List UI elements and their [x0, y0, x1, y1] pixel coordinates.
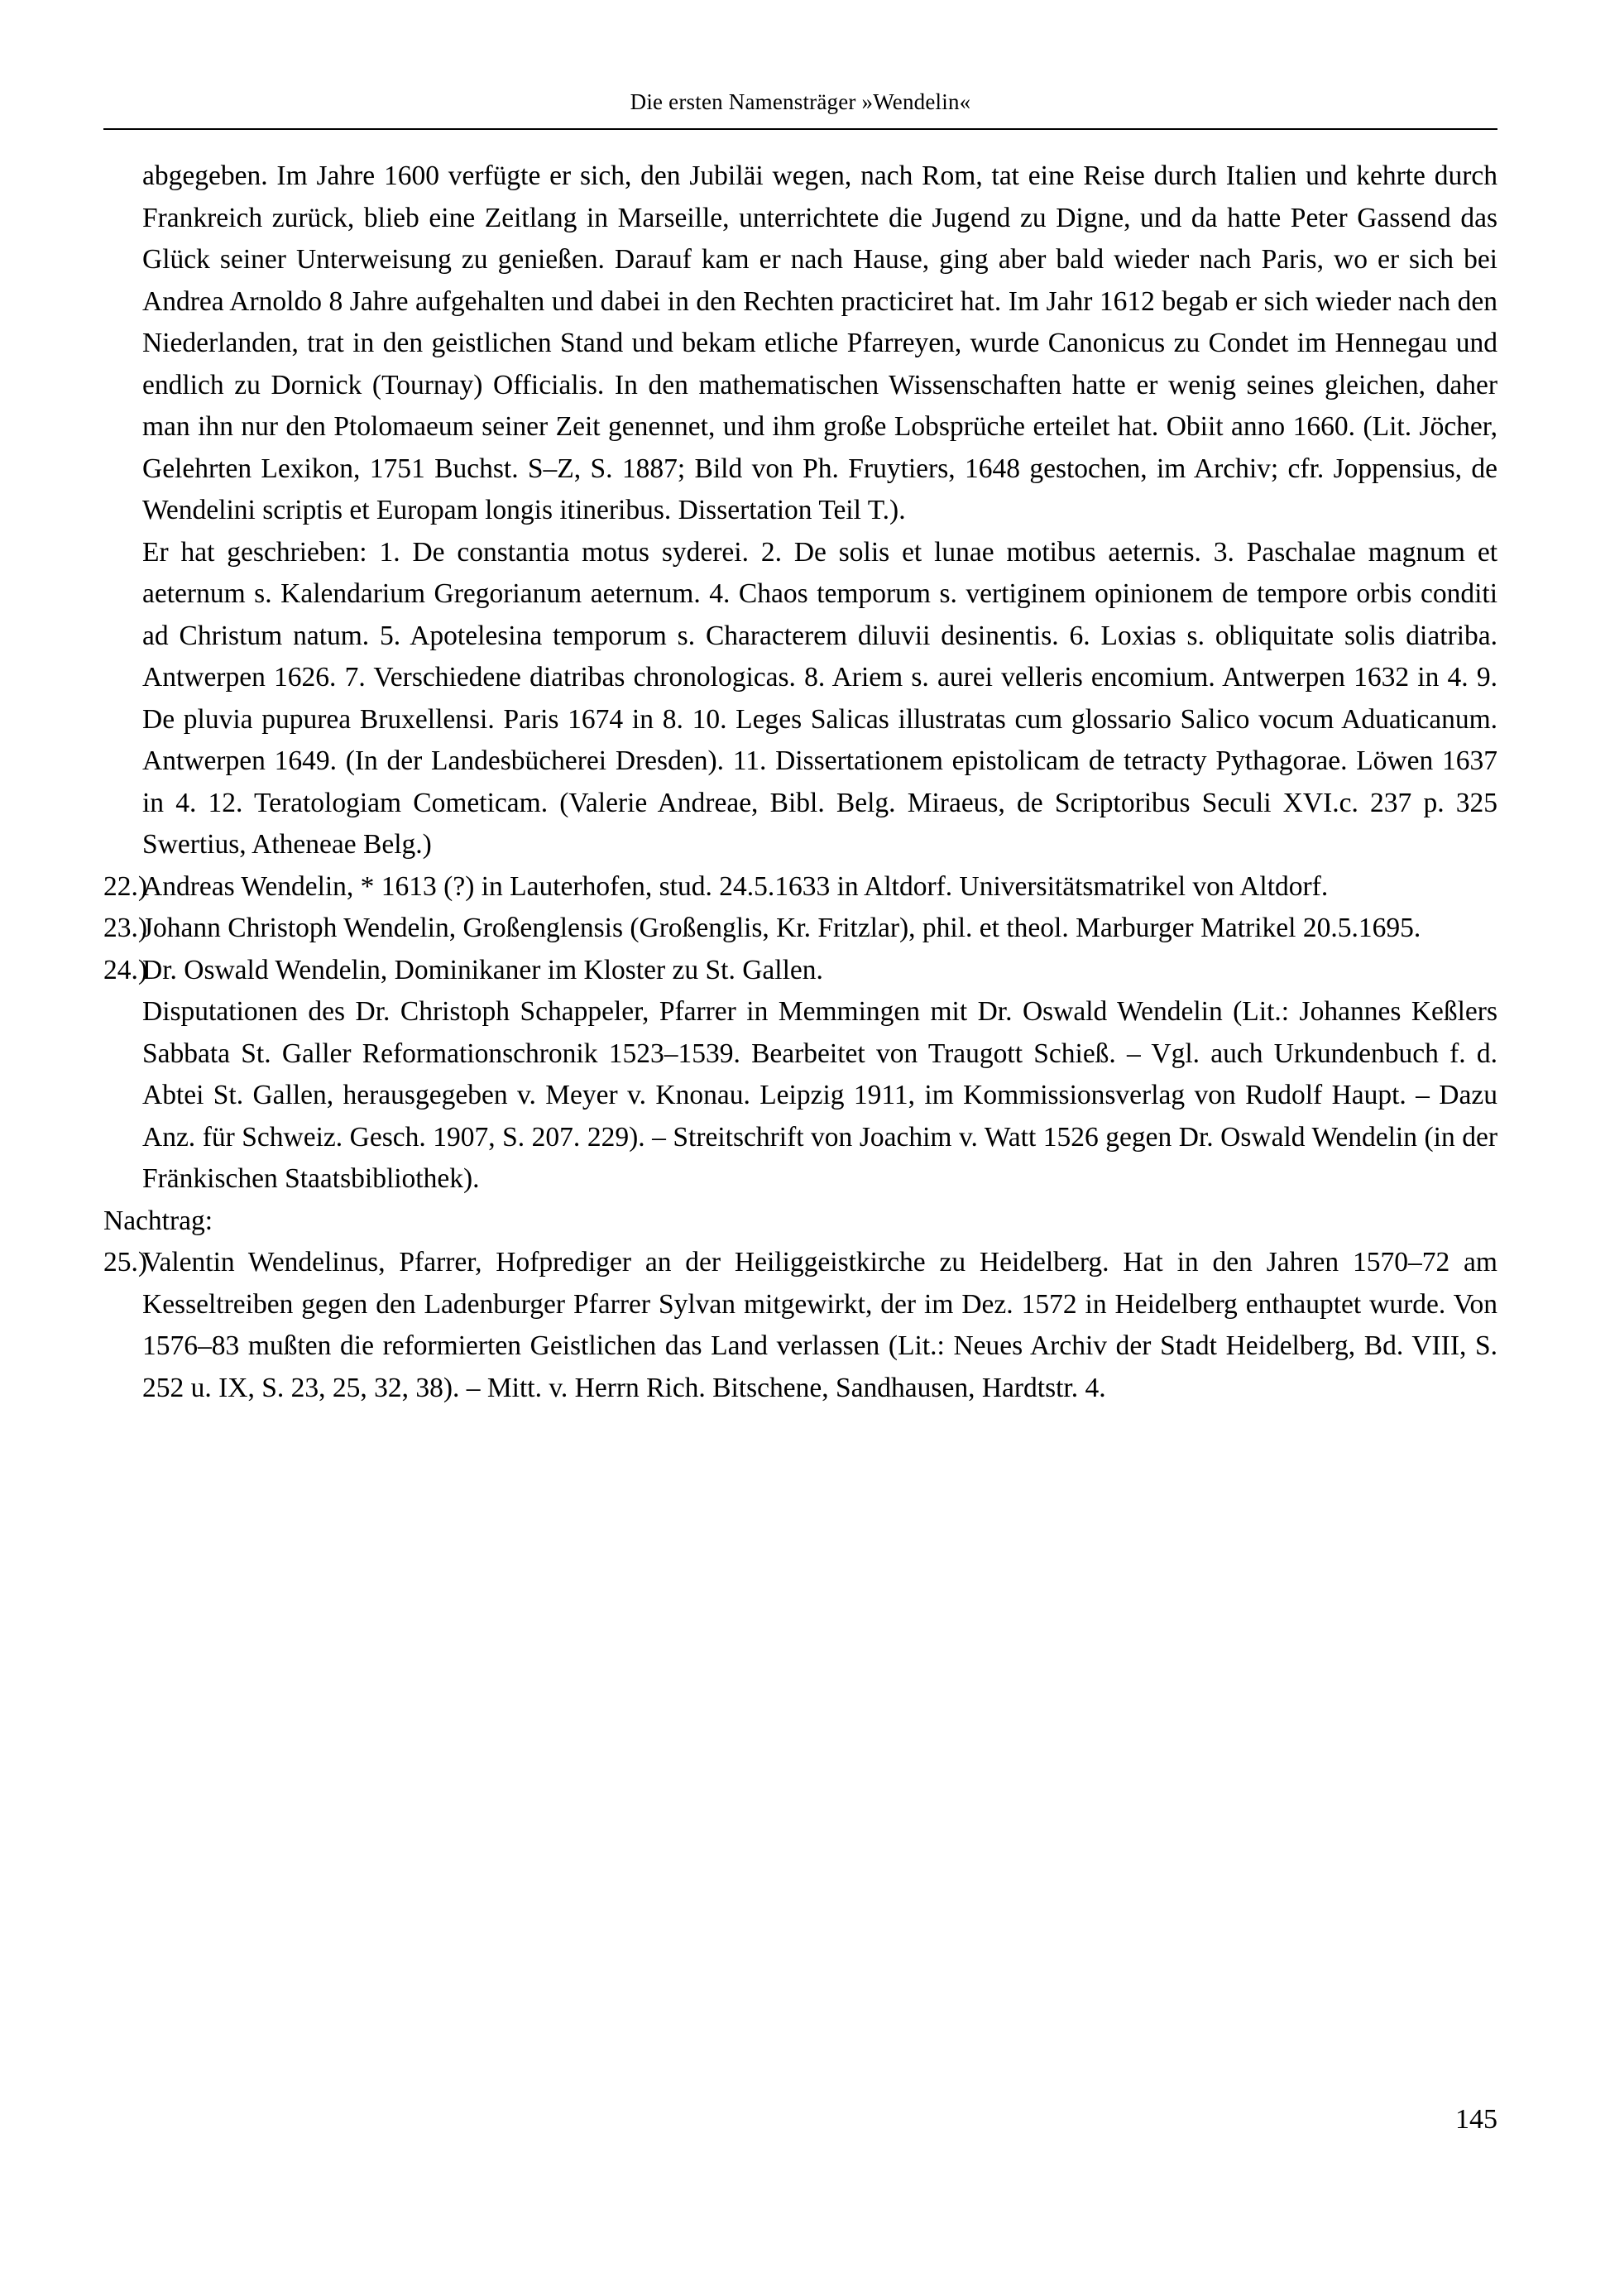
paragraph-works-list: Er hat geschrieben: 1. De constantia motus syderei. 2. De solis et lunae motibus aeternis. 3. Paschalae magnum et aeternum s. Kalendarium Gregorianum aeternum. 4. Chaos temporum s. vertiginem opinionem de tempore orbis conditi ad Christum natum. 5. Apotelesina temporum s. Characterem diluvii desinentis. 6. Loxias s. obliquitate solis diatriba. Antwerpen 1626. 7. Verschiedene diatribas chronologicas. 8. Ariem s. aurei velleris encomium. Antwerpen 1632 in 4. 9. De pluvia pupurea Bruxellensi. Paris 1674 in 8. 10. Leges Salicas illustratas cum glossario Salico vocum Aduaticanum. Antwerpen 1649. (In der Landesbücherei Dresden). 11. Dissertationem epistolicam de tetracty Pythagorae. Löwen 1637 in 4. 12. Teratologiam Cometicam. (Valerie Andreae, Bibl. Belg. Miraeus, de Scriptoribus Seculi XVI.c. 237 p. 325 Swertius, Atheneae Belg.): [142, 536, 1497, 860]
entry-text: Johann Christoph Wendelin, Großenglensis (Großenglis, Kr. Fritzlar), phil. et theol. Marburger Matrikel 20.5.1695.: [142, 913, 1421, 943]
entry-body: [142, 1242, 1497, 1409]
main-text-block: [103, 156, 1497, 1409]
entry-body: [142, 866, 1497, 908]
header-rule: [103, 128, 1497, 130]
entry-text: Valentin Wendelinus, Pfarrer, Hofprediger an der Heiliggeistkirche zu Heidelberg. Hat in den Jahren 1570–72 am Kesseltreiben gegen den Ladenburger Pfarrer Sylvan mitgewirkt, der im Dez. 1572 in Heidelberg enthauptet wurde. Von 1576–83 mußten die reformierten Geistlichen das Land verlassen (Lit.: Neues Archiv der Stadt Heidelberg, Bd. VIII, S. 252 u. IX, S. 23, 25, 32, 38). – Mitt. v. Herrn Rich. Bitschene, Sandhausen, Hardtstr. 4.: [142, 1247, 1497, 1403]
entry-text: Dr. Oswald Wendelin, Dominikaner im Kloster zu St. Gallen.: [142, 954, 823, 985]
entry-body: [142, 908, 1497, 950]
list-item: [103, 950, 1497, 1201]
entry-number: 25.): [103, 1247, 148, 1277]
nachtrag-label: Nachtrag:: [103, 1205, 213, 1236]
entry-number: 23.): [103, 913, 148, 943]
running-head: Die ersten Namensträger »Wendelin«: [630, 89, 971, 114]
page-number: 145: [1455, 2104, 1497, 2135]
entry-body: [142, 950, 1497, 1201]
list-item: [103, 908, 1497, 950]
entry-number: 22.): [103, 870, 148, 902]
entry-number: 24.): [103, 954, 148, 985]
entry-text: Andreas Wendelin, * 1613 (?) in Lauterhofen, stud. 24.5.1633 in Altdorf. Universitätsmatrikel von Altdorf.: [142, 870, 1329, 902]
list-item: [103, 1242, 1497, 1409]
paragraph-biography: abgegeben. Im Jahre 1600 verfügte er sich, den Jubiläi wegen, nach Rom, tat eine Reise durch Italien und kehrte durch Frankreich zurück, blieb eine Zeitlang in Marseille, unterrichtete die Jugend zu Digne, und da hatte Peter Gassend das Glück seiner Unterweisung zu genießen. Darauf kam er nach Hause, ging aber bald wieder nach Paris, wo er sich bei Andrea Arnoldo 8 Jahre aufgehalten und dabei in den Rechten practiciret hat. Im Jahr 1612 begab er sich wieder nach den Niederlanden, trat in den geistlichen Stand und bekam etliche Pfarreyen, wurde Canonicus zu Condet im Hennegau und endlich zu Dornick (Tournay) Officialis. In den mathematischen Wissenschaften hatte er wenig seines gleichen, daher man ihn nur den Ptolomaeum seiner Zeit genennet, und ihm große Lobsprüche erteilet hat. Obiit anno 1660. (Lit. Jöcher, Gelehrten Lexikon, 1751 Buchst. S–Z, S. 1887; Bild von Ph. Fruytiers, 1648 gestochen, im Archiv; cfr. Joppensius, de Wendelini scriptis et Europam longis itineribus. Dissertation Teil T.).: [142, 161, 1497, 525]
list-item: [103, 866, 1497, 908]
entry-text-continued: Disputationen des Dr. Christoph Schappeler, Pfarrer in Memmingen mit Dr. Oswald Wendelin (Lit.: Johannes Keßlers Sabbata St. Galler Reformationschronik 1523–1539. Bearbeitet von Traugott Schieß. – Vgl. auch Urkundenbuch f. d. Abtei St. Gallen, herausgegeben v. Meyer v. Knonau. Leipzig 1911, im Kommissionsverlag von Rudolf Haupt. – Dazu Anz. für Schweiz. Gesch. 1907, S. 207. 229). – Streitschrift von Joachim v. Watt 1526 gegen Dr. Oswald Wendelin (in der Fränkischen Staatsbibliothek).: [142, 996, 1497, 1194]
